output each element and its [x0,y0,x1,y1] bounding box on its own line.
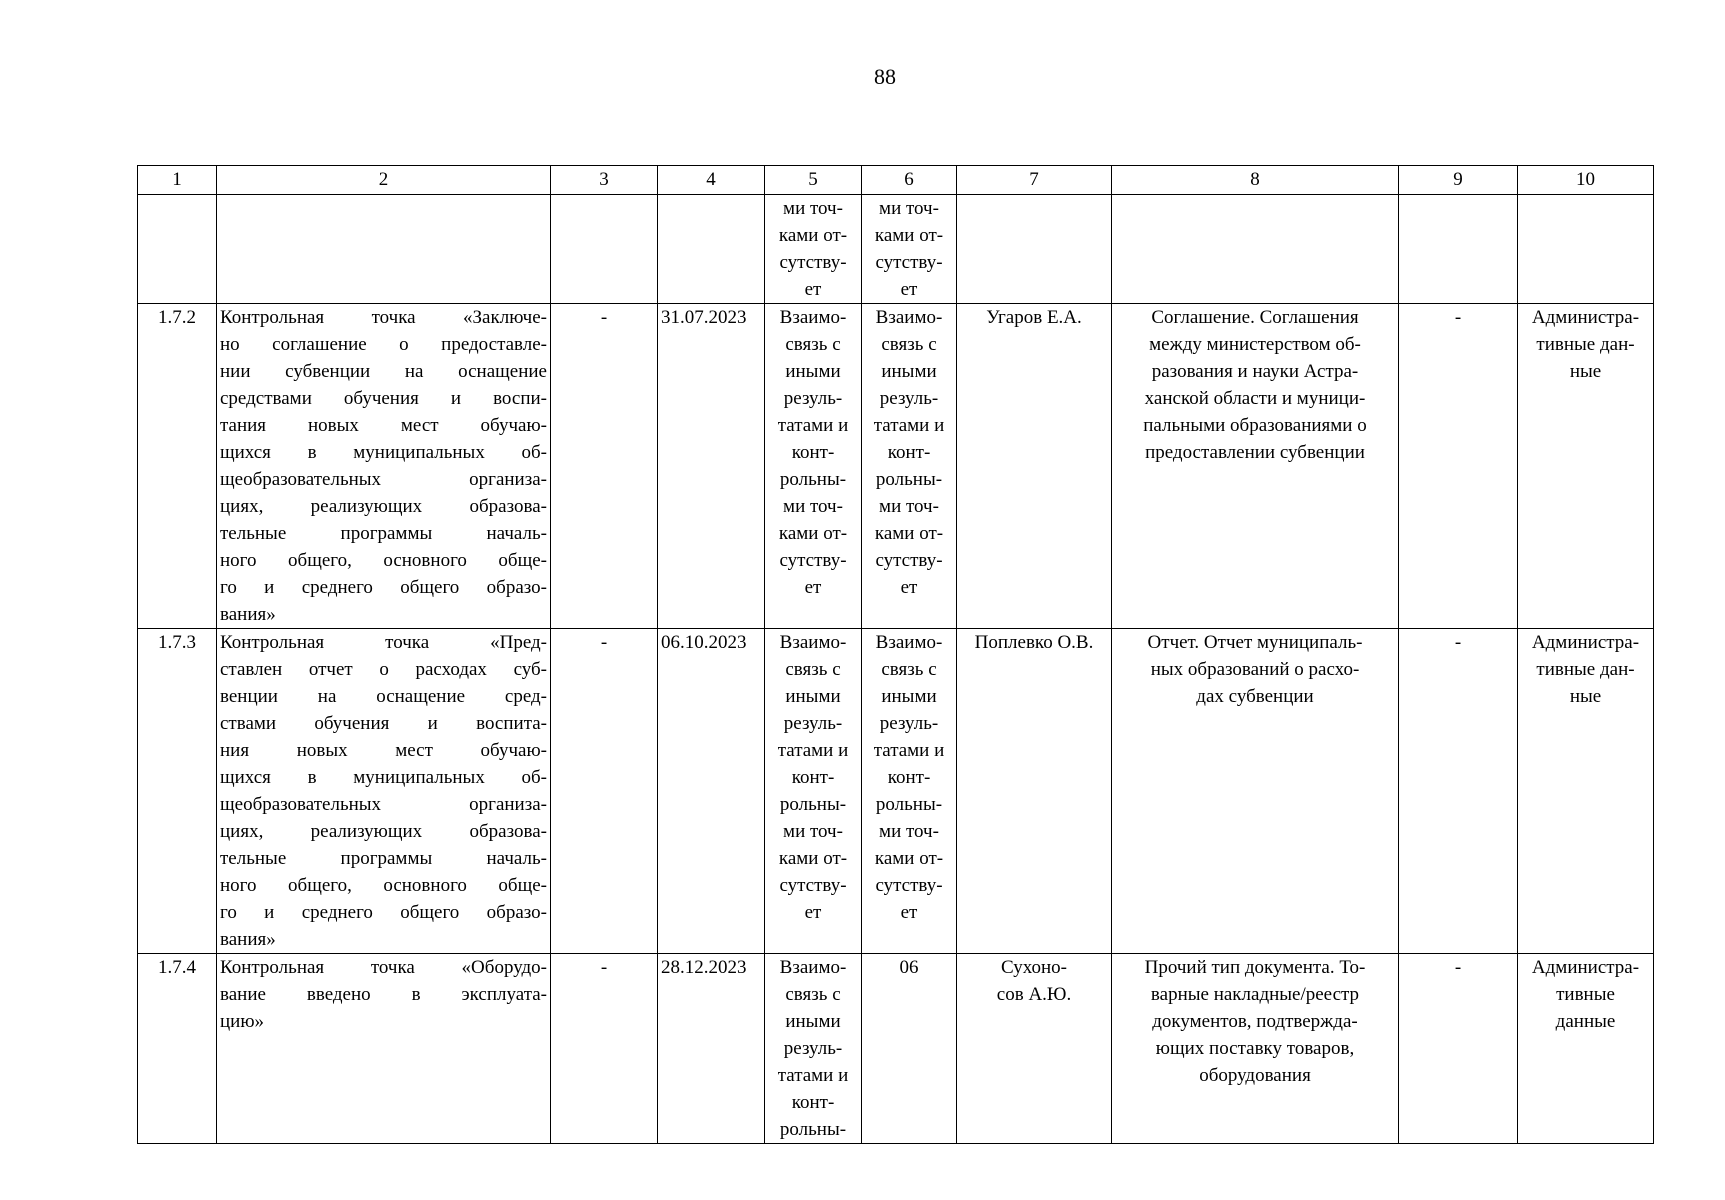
header-row [138,166,1654,195]
cell-date: 28.12.2023 [658,954,765,1144]
text-line: конт- [791,1092,835,1113]
column-header: 2 [217,166,551,195]
text-line: ет [900,279,918,300]
cell-col5 [765,304,862,629]
text-line: резуль- [783,1038,843,1059]
cell-col5 [765,195,862,304]
text-line: нии субвенции на оснащение [220,361,547,382]
table-row [138,629,1654,954]
cell-responsible [957,954,1112,1144]
text-line: варные накладные/реестр [1150,984,1360,1005]
text-line: ханской области и муници- [1144,388,1366,409]
text-line: сутству- [779,550,847,571]
column-header: 7 [957,166,1112,195]
cell-col10 [1518,954,1654,1144]
text-line: разования и науки Астра- [1151,361,1359,382]
text-line: Взаимо- [875,307,943,328]
cell-responsible [957,304,1112,629]
text-line: ками от- [874,848,944,869]
cell-col6 [862,629,957,954]
text-line: щихся в муниципальных об- [220,442,547,463]
text-line: ставлен отчет о расходах суб- [220,659,547,680]
continuation-row [138,195,1654,304]
text-line: татами и [873,740,945,761]
text-line: Угаров Е.А. [986,307,1082,328]
text-line: Администра- [1531,632,1640,653]
text-line: ные [1569,361,1602,382]
text-line: связь с [881,334,937,355]
text-line: данные [1555,1011,1616,1032]
text-line: щеобразовательных организа- [220,794,547,815]
cell-doc [1112,195,1399,304]
text-line: вания» [220,604,276,625]
cell-col10 [1518,195,1654,304]
text-line: рольны- [875,469,943,490]
text-line: связь с [881,659,937,680]
text-line: Контрольная точка «Пред- [220,632,547,653]
text-line: иными [785,1011,841,1032]
text-line: цию» [220,1011,265,1032]
cell-col6 [862,304,957,629]
text-line: иными [881,686,937,707]
cell-col3: - [551,304,658,629]
text-line: резуль- [783,713,843,734]
text-line: Поплевко О.В. [974,632,1094,653]
text-line: пальными образованиями о [1143,415,1367,436]
cell-date: 31.07.2023 [658,304,765,629]
text-line: татами и [777,415,849,436]
text-line: татами и [777,1065,849,1086]
page-number: 88 [874,64,896,89]
cell-col10 [1518,629,1654,954]
column-header: 5 [765,166,862,195]
text-line: тельные программы началь- [220,848,547,869]
text-line: татами и [777,740,849,761]
text-line: ных образований о расхо- [1150,659,1360,680]
text-line: Контрольная точка «Заключе- [220,307,547,328]
text-line: вание введено в эксплуата- [220,984,547,1005]
text-line: сутству- [779,875,847,896]
cell-date [658,195,765,304]
column-header: 1 [138,166,217,195]
cell-desc [217,304,551,629]
cell-doc [1112,629,1399,954]
text-line: Соглашение. Соглашения [1151,307,1359,328]
cell-col3 [551,195,658,304]
text-line: конт- [887,442,931,463]
text-line: Сухоно- [1001,957,1067,978]
text-line: Взаимо- [779,307,847,328]
cell-responsible [957,629,1112,954]
column-header: 9 [1399,166,1518,195]
cell-desc [217,195,551,304]
text-line: ного общего, основного обще- [220,875,547,896]
text-line: сутству- [875,252,943,273]
text-line: Взаимо- [779,632,847,653]
text-line: ми точ- [783,496,843,517]
text-line: конт- [791,767,835,788]
cell-responsible [957,195,1112,304]
text-line: ет [804,577,822,598]
column-header: 8 [1112,166,1399,195]
text-line: ствами обучения и воспита- [220,713,547,734]
text-line: ками от- [778,225,848,246]
cell-doc [1112,954,1399,1144]
text-line: документов, подтвержда- [1152,1011,1358,1032]
column-header: 3 [551,166,658,195]
cell-col6 [862,954,957,1144]
text-line: между министерством об- [1149,334,1361,355]
text-line: ми точ- [879,821,939,842]
text-line: ного общего, основного обще- [220,550,547,571]
text-line: тивные [1556,984,1615,1005]
text-line: рольны- [779,469,847,490]
cell-desc [217,954,551,1144]
text-line: ет [804,902,822,923]
text-line: Отчет. Отчет муниципаль- [1147,632,1363,653]
text-line: го и среднего общего образо- [220,577,547,598]
text-line: ми точ- [879,198,939,219]
text-line: 06 [899,957,919,978]
text-line: рольны- [779,794,847,815]
text-line: связь с [785,334,841,355]
cell-col10 [1518,304,1654,629]
text-line: сов А.Ю. [996,984,1072,1005]
text-line: тельные программы началь- [220,523,547,544]
text-line: ками от- [874,523,944,544]
cell-num: 1.7.2 [138,304,217,629]
text-line: но соглашение о предоставле- [220,334,547,355]
cell-num [138,195,217,304]
text-line: ния новых мест обучаю- [220,740,547,761]
text-line: средствами обучения и воспи- [220,388,547,409]
text-line: иными [881,361,937,382]
text-line: тивные дан- [1536,334,1635,355]
text-line: дах субвенции [1196,686,1314,707]
table-row [138,954,1654,1144]
text-line: рольны- [875,794,943,815]
text-line: ет [900,577,918,598]
text-line: резуль- [783,388,843,409]
text-line: иными [785,361,841,382]
text-line: Взаимо- [875,632,943,653]
text-line: венции на оснащение сред- [220,686,547,707]
text-line: предоставлении субвенции [1145,442,1365,463]
text-line: конт- [887,767,931,788]
text-line: го и среднего общего образо- [220,902,547,923]
cell-col9: - [1399,954,1518,1144]
text-line: тания новых мест обучаю- [220,415,547,436]
cell-col9 [1399,195,1518,304]
text-line: резуль- [879,388,939,409]
text-line: ми точ- [783,198,843,219]
text-line: конт- [791,442,835,463]
text-line: связь с [785,659,841,680]
text-line: вания» [220,929,276,950]
text-line: циях, реализующих образова- [220,496,547,517]
text-line: сутству- [779,252,847,273]
text-line: щихся в муниципальных об- [220,767,547,788]
text-line: оборудования [1199,1065,1311,1086]
cell-num: 1.7.3 [138,629,217,954]
cell-desc [217,629,551,954]
text-line: ющих поставку товаров, [1155,1038,1355,1059]
text-line: ет [900,902,918,923]
text-line: Администра- [1531,957,1640,978]
cell-doc [1112,304,1399,629]
text-line: связь с [785,984,841,1005]
text-line: ми точ- [783,821,843,842]
column-header: 4 [658,166,765,195]
text-line: иными [785,686,841,707]
cell-col9: - [1399,629,1518,954]
text-line: тивные дан- [1536,659,1635,680]
cell-col5 [765,954,862,1144]
text-line: ет [804,279,822,300]
cell-col3: - [551,629,658,954]
text-line: Взаимо- [779,957,847,978]
control-points-table [137,165,1654,1144]
text-line: резуль- [879,713,939,734]
text-line: ками от- [778,523,848,544]
cell-col3: - [551,954,658,1144]
column-header: 6 [862,166,957,195]
text-line: ми точ- [879,496,939,517]
text-line: ками от- [778,848,848,869]
table-row [138,304,1654,629]
text-line: Контрольная точка «Оборудо- [220,957,547,978]
text-line: Администра- [1531,307,1640,328]
text-line: ные [1569,686,1602,707]
text-line: сутству- [875,875,943,896]
text-line: щеобразовательных организа- [220,469,547,490]
cell-col9: - [1399,304,1518,629]
column-header: 10 [1518,166,1654,195]
cell-col6 [862,195,957,304]
text-line: татами и [873,415,945,436]
cell-date: 06.10.2023 [658,629,765,954]
cell-col5 [765,629,862,954]
text-line: ками от- [874,225,944,246]
text-line: Прочий тип документа. То- [1144,957,1366,978]
text-line: циях, реализующих образова- [220,821,547,842]
cell-num: 1.7.4 [138,954,217,1144]
text-line: сутству- [875,550,943,571]
text-line: рольны- [779,1119,847,1140]
